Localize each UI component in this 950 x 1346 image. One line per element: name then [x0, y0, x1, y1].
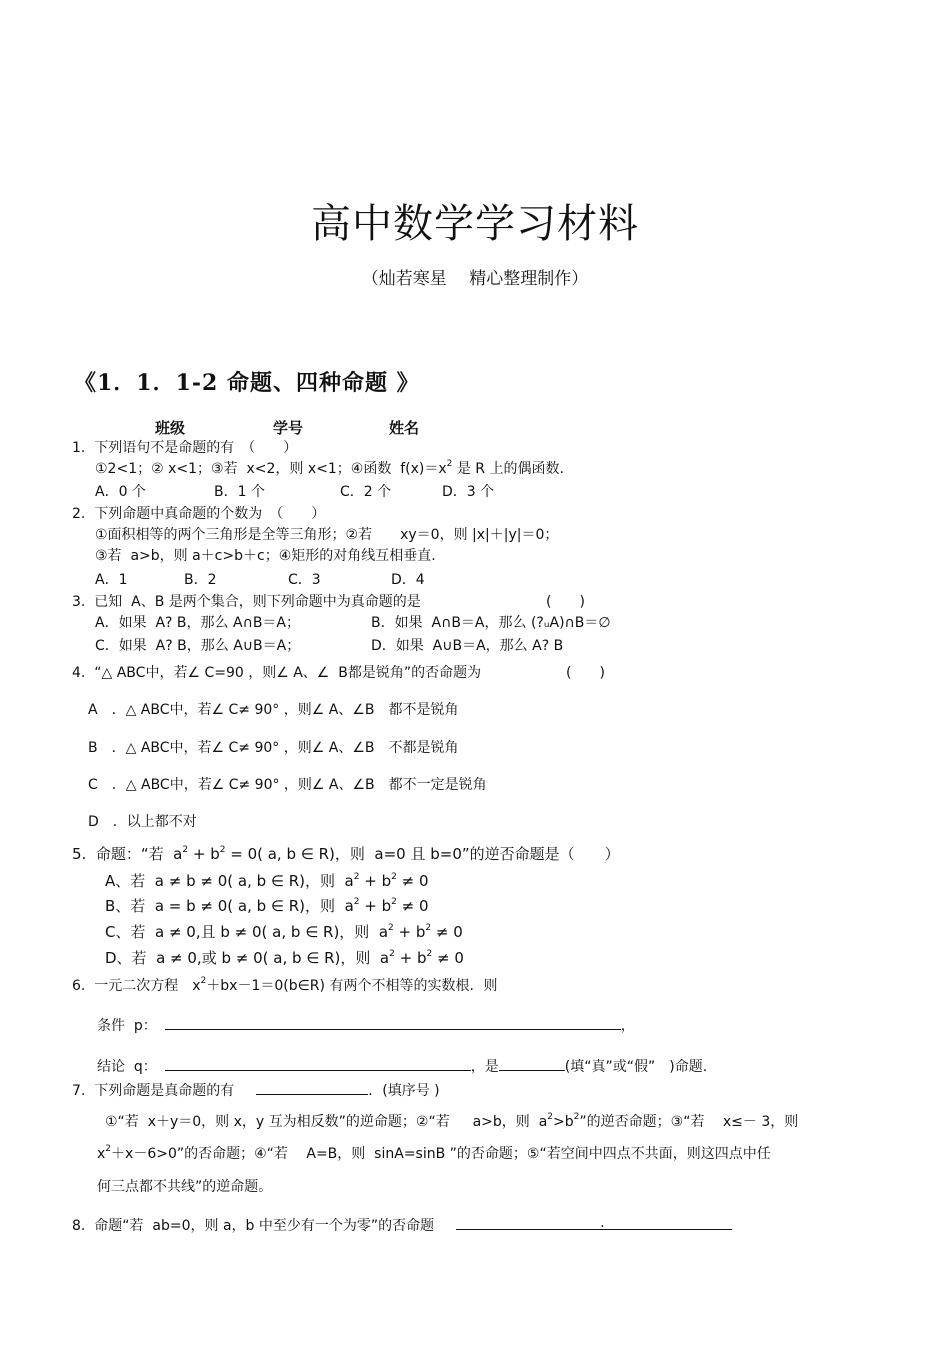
q5-exponent-b: 2: [219, 845, 226, 855]
q8-stem: [72, 1215, 732, 1235]
q8-stem-text: 8. 命题“若 ab=0，则 a，b 中至少有一个为零”的否命题: [72, 1218, 435, 1234]
q5-option-b-plus: + b: [359, 897, 392, 915]
q7-line3: 何三点都不共线”的逆命题。: [97, 1179, 273, 1195]
q1-items-text: ①2<1；② x<1；③若 x<2，则 x<1；④函数 f(x)＝x: [95, 461, 447, 477]
q6-condition: [97, 1015, 635, 1035]
q8-answer-blank[interactable]: [456, 1215, 732, 1230]
lesson-heading: 《1．1．1-2 命题、四种命题 》: [74, 370, 420, 396]
q7-line2: [97, 1143, 771, 1163]
q1-option-c: C．2 个: [340, 484, 392, 500]
q6-exponent: 2: [200, 976, 207, 986]
q2-option-b: B．2: [184, 572, 217, 588]
q5-option-a-exp2: 2: [391, 872, 397, 882]
q7-line1-mid: >b: [553, 1114, 574, 1130]
q5-option-a-text: A、若 a ≠ b ≠ 0( a, b ∈ R)，则 a: [105, 872, 354, 890]
q6-condition-label: 条件 p：: [97, 1018, 157, 1034]
q5-option-a-end: ≠ 0: [396, 872, 429, 890]
q5-option-c-plus: + b: [393, 923, 426, 941]
q7-line2-x: x: [97, 1146, 106, 1162]
q5-option-d-end: ≠ 0: [432, 949, 464, 967]
q4-answer-paren: ( ): [566, 665, 605, 681]
q5-option-c-exp1: 2: [388, 923, 394, 933]
q5-option-a-plus: + b: [359, 872, 392, 890]
q6-conclusion-blank[interactable]: [165, 1056, 471, 1071]
q6-conclusion: [97, 1056, 707, 1076]
q6-condition-comma: ，: [620, 1018, 635, 1034]
q3-answer-paren: ( ): [546, 594, 585, 610]
q7-answer-blank[interactable]: [256, 1080, 368, 1095]
q5-option-d-plus: + b: [394, 949, 427, 967]
q7-exp-b: 2: [573, 1112, 580, 1122]
q5-option-c: [105, 921, 463, 942]
q5-option-b-exp1: 2: [353, 897, 360, 907]
q1-option-b: B．1 个: [214, 484, 265, 500]
q3-option-d: D．如果 A∪B＝A，那么 A? B: [371, 638, 564, 654]
q7-line2-text: ＋x－6>0”的否命题；④“若 A=B，则 sinA=sinB ”的否命题；⑤“若空间中四点不共面，则这四点中任: [111, 1146, 771, 1162]
q2-option-c: C．3: [288, 572, 321, 588]
q5-option-d-exp2: 2: [426, 949, 433, 959]
q1-exponent: 2: [446, 459, 453, 469]
q1-items-text-end: 是 R 上的偶函数.: [452, 461, 564, 477]
q5-option-c-exp2: 2: [425, 923, 432, 933]
q7-line1-text: ①“若 x＋y＝0，则 x，y 互为相反数”的逆命题；②“若 a>b，则 a: [105, 1114, 548, 1130]
q2-line2: ③若 a>b，则 a＋c>b＋c；④矩形的对角线互相垂直.: [95, 548, 436, 564]
q6-conclusion-label: 结论 q：: [97, 1059, 157, 1075]
q5-option-c-end: ≠ 0: [431, 923, 463, 941]
q5-option-b-text: B、若 a = b ≠ 0( a, b ∈ R)，则 a: [105, 897, 354, 915]
q3-option-a: A．如果 A? B，那么 A∩B＝A；: [95, 615, 300, 631]
q6-conclusion-end: (填“真”或“假” )命题.: [564, 1059, 708, 1075]
q7-exp-c: 2: [105, 1144, 112, 1154]
q6-condition-blank[interactable]: [165, 1015, 621, 1030]
q8-dot: .: [600, 1215, 605, 1231]
q4-option-b: B ．△ ABC中，若∠ C≠ 90° ，则∠ A、∠B 不都是锐角: [88, 740, 459, 756]
q4-option-c: C ．△ ABC中，若∠ C≠ 90° ，则∠ A、∠B 都不一定是锐角: [88, 777, 487, 793]
q4-option-d: D ．以上都不对: [88, 814, 197, 830]
q7-exp-a: 2: [547, 1112, 554, 1122]
q4-stem: 4. “△ ABC中，若∠ C=90 ，则∠ A、∠ B都是锐角”的否命题为: [72, 665, 482, 681]
q7-stem: [72, 1080, 440, 1100]
q4-option-a: A ．△ ABC中，若∠ C≠ 90° ，则∠ A、∠B 都不是锐角: [88, 702, 459, 718]
student-name-label: 姓名: [389, 419, 420, 437]
q3-stem: 3. 已知 A、B 是两个集合，则下列命题中为真命题的是: [72, 594, 421, 610]
q1-option-d: D．3 个: [442, 484, 495, 500]
student-number-label: 学号: [273, 419, 304, 437]
q1-items: [95, 458, 564, 478]
q2-option-d: D．4: [391, 572, 425, 588]
page-title: 高中数学学习材料: [311, 201, 639, 247]
q5-option-d-exp1: 2: [389, 949, 395, 959]
q5-option-b-exp2: 2: [391, 897, 397, 907]
q5-option-d-text: D、若 a ≠ 0,或 b ≠ 0( a, b ∈ R)，则 a: [105, 949, 390, 967]
q1-option-a: A．0 个: [95, 484, 146, 500]
q7-stem-end: ．(填序号 ): [368, 1083, 440, 1099]
q5-option-a: [105, 870, 429, 891]
page-subtitle: （灿若寒星 精心整理制作）: [361, 269, 589, 289]
q7-line1-end: ”的逆否命题；③“若 x≤－ 3，则: [579, 1114, 799, 1130]
q5-exponent-a: 2: [182, 845, 189, 855]
class-label: 班级: [155, 419, 186, 437]
q1-stem: 1. 下列语句不是命题的有 （ ）: [72, 440, 298, 456]
q6-stem-rest: ＋bx－1＝0(b∈R) 有两个不相等的实数根．则: [206, 978, 498, 994]
q3-option-b: B．如果 A∩B＝A，那么 (?ᵤA)∩B＝∅: [371, 615, 611, 631]
q5-option-a-exp1: 2: [353, 872, 360, 882]
q2-line1: ①面积相等的两个三角形是全等三角形；②若 xy＝0，则 |x|＋|y|＝0；: [95, 527, 559, 543]
q2-option-a: A．1: [95, 572, 128, 588]
q6-stem-text: 6. 一元二次方程 x: [72, 978, 201, 994]
q5-option-b-end: ≠ 0: [396, 897, 429, 915]
q6-conclusion-mid: ，是: [470, 1059, 499, 1075]
q7-stem-text: 7. 下列命题是真命题的有: [72, 1083, 235, 1099]
q5-stem-plus: + b: [188, 845, 220, 863]
q5-stem-rest: = 0( a, b ∈ R)，则 a=0 且 b=0”的逆否命题是（ ）: [225, 845, 620, 863]
q5-option-d: [105, 947, 464, 968]
q5-stem-text: 5. 命题：“若 a: [72, 845, 183, 863]
q6-truth-blank[interactable]: [499, 1056, 565, 1071]
q5-stem: [72, 843, 620, 864]
q7-line1: [105, 1111, 798, 1131]
q5-option-c-text: C、若 a ≠ 0,且 b ≠ 0( a, b ∈ R)，则 a: [105, 923, 389, 941]
q3-option-c: C．如果 A? B，那么 A∪B＝A；: [95, 638, 301, 654]
q6-stem: [72, 975, 497, 995]
q5-option-b: [105, 895, 429, 916]
q2-stem: 2. 下列命题中真命题的个数为 （ ）: [72, 506, 326, 522]
